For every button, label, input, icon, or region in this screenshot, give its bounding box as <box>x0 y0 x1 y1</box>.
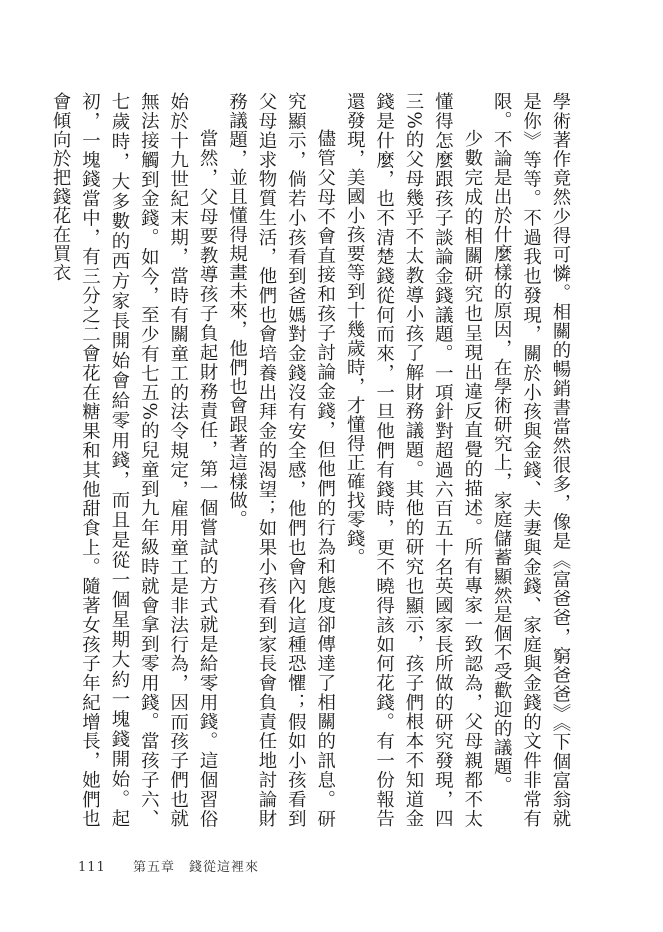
paragraph-1: 學術著作竟然少得可憐。相關的暢銷書當然很多，像是《富爸爸，窮爸爸》《下個富翁就是你》等等。不過我也發現，關於小孩與金錢、夫妻與金錢、家庭與金錢的文件非常有限。不論是出於什麼樣的原因，在學術研究上，家庭儲蓄顯然是個不受歡迎的議題。 <box>491 92 571 828</box>
page-number: 111 <box>78 860 106 875</box>
paragraph-2: 少數完成的相關研究也呈現出違反直覺的描述。所有專家一致認為，父母親都不太懂得怎麼跟孩子談論金錢議題。一項針對超過六百五十名英國家長所做的研究發現，四三%的父母幾乎不太教導小孩了解財務議題。其他的研究也顯示，孩子們根本不知道金錢是什麼，也不清楚錢從何而來，一旦他們有錢時，更不曉得該如何花錢。有一份報告還發現，美國小孩要等到十幾歲時，才懂得正確找零錢。 <box>344 92 483 828</box>
paragraph-4: 當然，父母要教導孩子負起財務責任，第一個嘗試的方式就是給零用錢。這個習俗始於十九世紀末期，當時有關童工的法令規定，雇用童工是非法行為，因而孩子們也就無法接觸到金錢。如今，至少有七五%的兒童到九年級時就會拿到零用錢。當孩子六、七歲時，大多數的西方家長開始會給零用錢，而且是從一個星期大約一塊錢開始。起初，一塊錢當中，有三分之二會花在糖果和其他甜食上。隨著女孩子年紀增長，她們也會傾向於把錢花在買衣 <box>50 92 219 828</box>
vertical-text-body <box>50 92 575 828</box>
paragraph-3: 儘管父母不會直接和孩子討論金錢，但他們的行為和態度卻傳達了相關的訊息。研究顯示，倘若小孩看到爸媽對金錢沒有安全感，他們也會內化這種恐懼；假如小孩看到父母追求物質生活，他們也會培養出拜金的渴望；如果小孩看到家長會負責任地討論財務議題，並且懂得規畫未來，他們也會跟著這樣做。 <box>226 92 336 828</box>
page-footer <box>78 856 259 875</box>
chapter-title: 第五章 錢從這裡來 <box>132 860 259 875</box>
